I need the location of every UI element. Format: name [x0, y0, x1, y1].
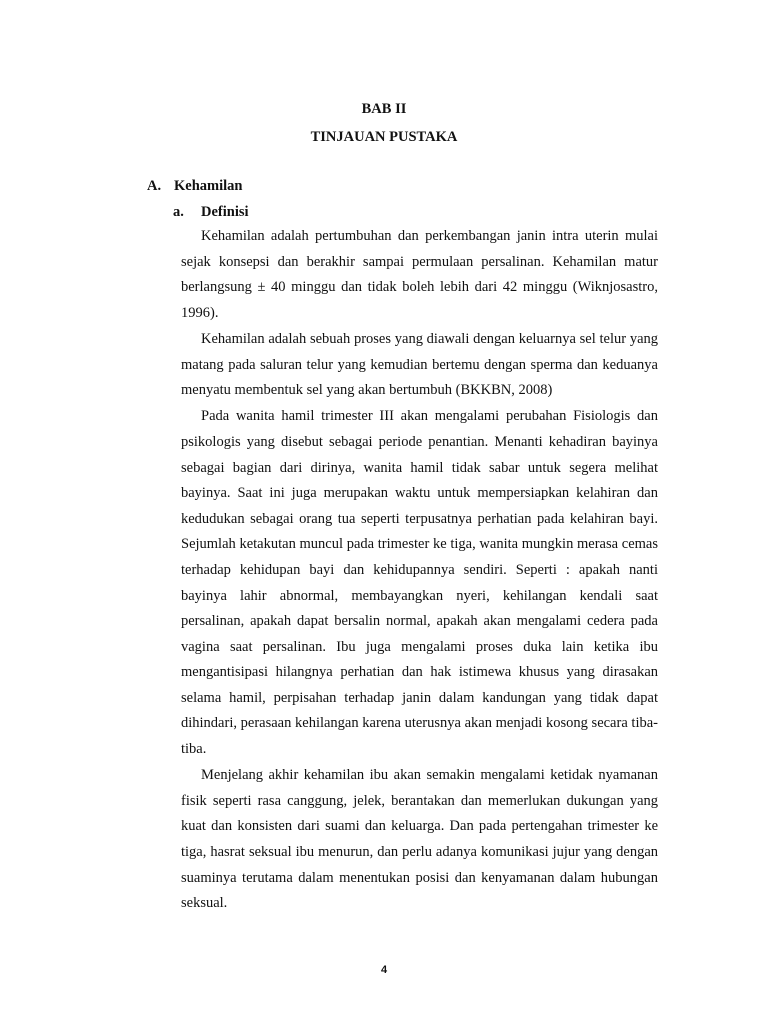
paragraph: Kehamilan adalah pertumbuhan dan perkembangan janin intra uterin mulai sejak konsepsi dan berakhir sampai permulaan persalinan. Kehamilan matur berlangsung ± 40 minggu dan tidak boleh lebih dari 42 minggu (Wiknjosastro, 1996).	[181, 228, 658, 321]
section-heading	[147, 178, 242, 195]
chapter-heading: BAB II	[361, 101, 407, 117]
chapter-title: TINJAUAN PUSTAKA	[310, 129, 458, 145]
subsection-title: Definisi	[201, 204, 249, 220]
body-text	[181, 224, 658, 917]
paragraph: Pada wanita hamil trimester III akan mengalami perubahan Fisiologis dan psikologis yang disebut sebagai periode penantian. Menanti kehadiran bayinya sebagai bagian dari dirinya, wanita hamil tidak sabar untuk segera melihat bayinya. Saat ini juga merupakan waktu untuk mempersiapkan kelahiran dan kedudukan sebagai orang tua seperti terpusatnya perhatian pada kelahiran bayi. Sejumlah ketakutan muncul pada trimester ke tiga, wanita mungkin merasa cemas terhadap kehidupan bayi dan kehidupannya sendiri. Seperti : apakah nanti bayinya lahir abnormal, membayangkan nyeri, kehilangan kendali saat persalinan, apakah dapat bersalin normal, apakah akan mengalami cedera pada vagina saat persalinan. Ibu juga mengalami proses duka lain ketika ibu mengantisipasi hilangnya perhatian dan hak istimewa khusus yang dirasakan selama hamil, perpisahan terhadap janin dalam kandungan yang tidak dapat dihindari, perasaan kehilangan karena uterusnya akan menjadi kosong secara tiba-tiba.	[181, 408, 658, 758]
page-number: 4	[380, 964, 388, 976]
section-number: A.	[147, 178, 162, 194]
paragraph: Menjelang akhir kehamilan ibu akan semakin mengalami ketidak nyamanan fisik seperti rasa canggung, jelek, berantakan dan memerlukan dukungan yang kuat dan konsisten dari suami dan keluarga. Dan pada pertengahan trimester ke tiga, hasrat seksual ibu menurun, dan perlu adanya komunikasi jujur yang dengan suaminya terutama dalam menentukan posisi dan kenyamanan dalam hubungan seksual.	[181, 767, 658, 912]
subsection-heading	[173, 204, 249, 221]
paragraph: Kehamilan adalah sebuah proses yang diawali dengan keluarnya sel telur yang matang pada saluran telur yang kemudian bertemu dengan sperma dan keduanya menyatu membentuk sel yang akan bertumbuh (BKKBN, 2008)	[181, 330, 658, 399]
section-title: Kehamilan	[174, 178, 243, 194]
subsection-number: a.	[173, 204, 184, 220]
